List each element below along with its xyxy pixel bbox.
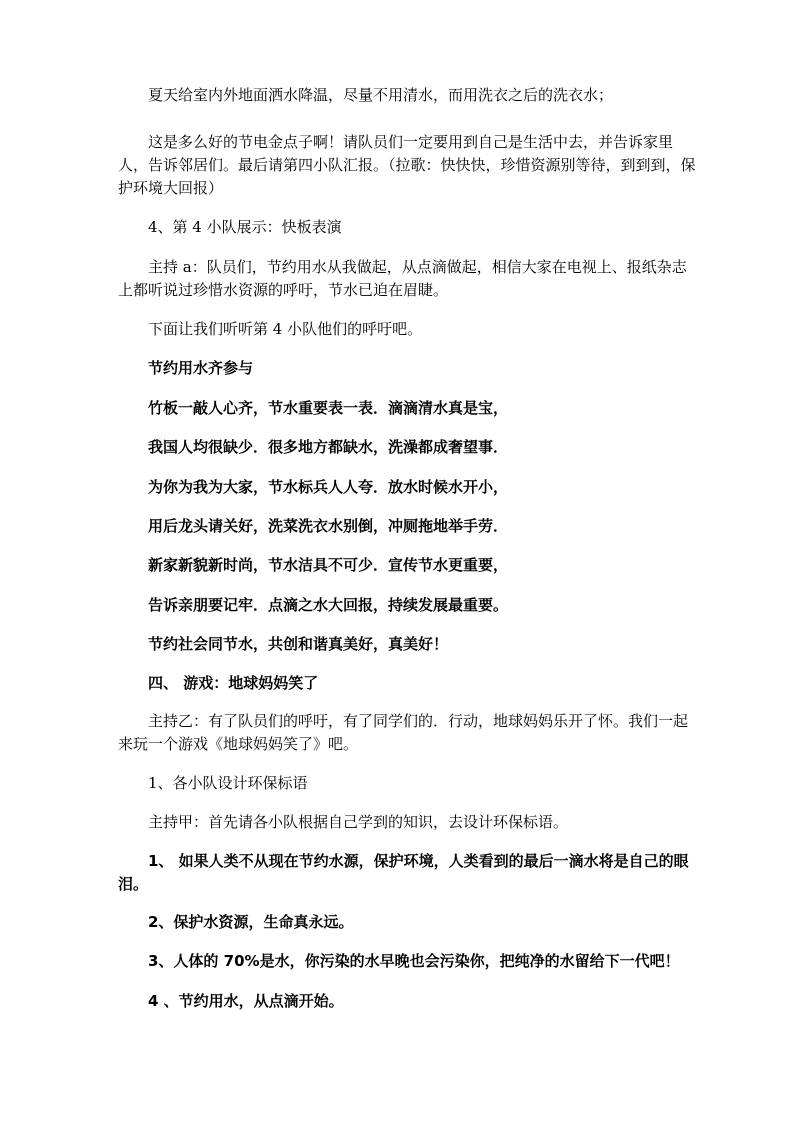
paragraph-invite-team4: 下面让我们听听第 4 小队他们的呼吁吧。 (148, 320, 423, 338)
poem-line-4: 用后龙头请关好，洗菜洗衣水别倒，冲厕拖地举手劳． (148, 517, 509, 535)
poem-title: 节约用水齐参与 (148, 359, 254, 377)
paragraph-team4-heading: 4、第 4 小队展示：快板表演 (148, 218, 342, 236)
poem-line-7: 节约社会同节水，共创和谐真美好，真美好！ (148, 635, 449, 653)
section-four-heading: 四、 游戏：地球妈妈笑了 (148, 674, 319, 692)
slogan-2: 2、保护水资源，生命真永远。 (148, 913, 354, 931)
poem-line-1: 竹板一敲人心齐，节水重要表一表．滴滴清水真是宝， (148, 399, 509, 417)
poem-line-2: 我国人均很缺少．很多地方都缺水，洗澡都成奢望事． (148, 438, 509, 456)
paragraph-host-b: 主持乙：有了队员们的呼吁，有了同学们的．行动，地球妈妈乐开了怀。我们一起来玩一个游戏《地球妈妈笑了》吧。 (118, 712, 689, 753)
poem-line-3: 为你为我为大家，节水标兵人人夸．放水时候水开小， (148, 478, 509, 496)
paragraph-host-a: 主持 a：队员们，节约用水从我做起，从点滴做起，相信大家在电视上、报纸杂志上都听说过珍惜水资源的呼吁，节水已迫在眉睫。 (118, 258, 687, 299)
paragraph-praise: 这是多么好的节电金点子啊！请队员们一定要用到自己是生活中去，并告诉家里人，告诉邻居们。最后请第四小队汇报。（拉歌：快快快，珍惜资源别等待，到到到，保护环境大回报） (118, 133, 696, 197)
paragraph-host-c: 主持甲：首先请各小队根据自己学到的知识，去设计环保标语。 (148, 813, 569, 831)
poem-line-5: 新家新貌新时尚，节水洁具不可少．宣传节水更重要， (148, 556, 509, 574)
slogan-4: 4 、节约用水，从点滴开始。 (148, 992, 344, 1010)
poem-line-6: 告诉亲朋要记牢．点滴之水大回报，持续发展最重要。 (148, 596, 509, 614)
paragraph-water-tip: 夏天给室内外地面洒水降温，尽量不用清水，而用洗衣之后的洗衣水； (148, 86, 614, 104)
paragraph-slogan-heading: 1、各小队设计环保标语 (148, 774, 308, 792)
slogan-3: 3、人体的 70%是水，你污染的水早晚也会污染你，把纯净的水留给下一代吧！ (148, 952, 680, 970)
slogan-1: 1、 如果人类不从现在节约水源，保护环境，人类看到的最后一滴水将是自己的眼泪。 (118, 852, 689, 893)
